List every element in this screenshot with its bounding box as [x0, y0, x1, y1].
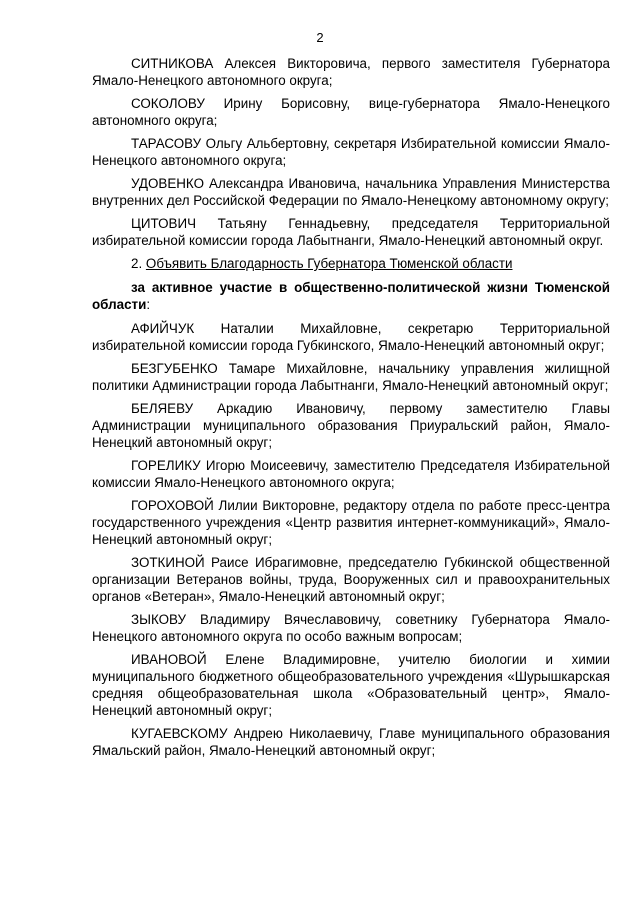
section-heading: [92, 255, 610, 272]
list-item: ГОРЕЛИКУ Игорю Моисеевичу, заместителю Председателя Избирательной комиссии Ямало-Ненецкого автономного округа;: [92, 458, 610, 490]
section-reason-colon: :: [146, 297, 151, 312]
list-item: ЦИТОВИЧ Татьяну Геннадьевну, председателя Территориальной избирательной комиссии города Лабытнанги, Ямало-Ненецкий автономный округ.: [92, 216, 610, 248]
list-item: ЗОТКИНОЙ Раисе Ибрагимовне, председателю Губкинской общественной организации Ветеранов войны, труда, Вооруженных сил и правоохранительных органов «Ветеран», Ямало-Ненецкий автономный округ;: [92, 555, 610, 604]
list-item: ЗЫКОВУ Владимиру Вячеславовичу, советнику Губернатора Ямало-Ненецкого автономного округа по особо важным вопросам;: [92, 612, 610, 644]
list-item: СИТНИКОВА Алексея Викторовича, первого заместителя Губернатора Ямало-Ненецкого автономного округа;: [92, 56, 610, 88]
list-item: ТАРАСОВУ Ольгу Альбертовну, секретаря Избирательной комиссии Ямало-Ненецкого автономного округа;: [92, 136, 610, 168]
list-item: АФИЙЧУК Наталии Михайловне, секретарю Территориальной избирательной комиссии города Губкинского, Ямало-Ненецкий автономный округ;: [92, 321, 610, 353]
section-reason-text: за активное участие в общественно-политической жизни Тюменской области: [92, 280, 610, 312]
list-item: ИВАНОВОЙ Елене Владимировне, учителю биологии и химии муниципального бюджетного общеобразовательного учреждения «Шурышкарская средняя общеобразовательная школа «Образовательный центр», Ямало-Ненецкий автономный округ;: [92, 652, 610, 718]
list-item: УДОВЕНКО Александра Ивановича, начальника Управления Министерства внутренних дел Российской Федерации по Ямало-Ненецкому автономному округу;: [92, 176, 610, 208]
list-item: КУГАЕВСКОМУ Андрею Николаевичу, Главе муниципального образования Ямальский район, Ямало-Ненецкий автономный округ;: [92, 726, 610, 758]
list-item: СОКОЛОВУ Ирину Борисовну, вице-губернатора Ямало-Ненецкого автономного округа;: [92, 96, 610, 128]
page-number: 2: [316, 30, 324, 45]
list-item: БЕЛЯЕВУ Аркадию Ивановичу, первому заместителю Главы Администрации муниципального образования Приуральский район, Ямало-Ненецкий автономный округ;: [92, 401, 610, 450]
list-item: БЕЗГУБЕНКО Тамаре Михайловне, начальнику управления жилищной политики Администрации города Лабытнанги, Ямало-Ненецкий автономный округ;: [92, 361, 610, 393]
list-item: ГОРОХОВОЙ Лилии Викторовне, редактору отдела по работе пресс-центра государственного учреждения «Центр развития интернет-коммуникаций», Ямало-Ненецкий автономный округ;: [92, 498, 610, 547]
section-title: Объявить Благодарность Губернатора Тюменской области: [145, 256, 513, 271]
document-body: [92, 55, 610, 765]
section-number: 2.: [131, 256, 143, 271]
section-reason: [92, 279, 610, 313]
